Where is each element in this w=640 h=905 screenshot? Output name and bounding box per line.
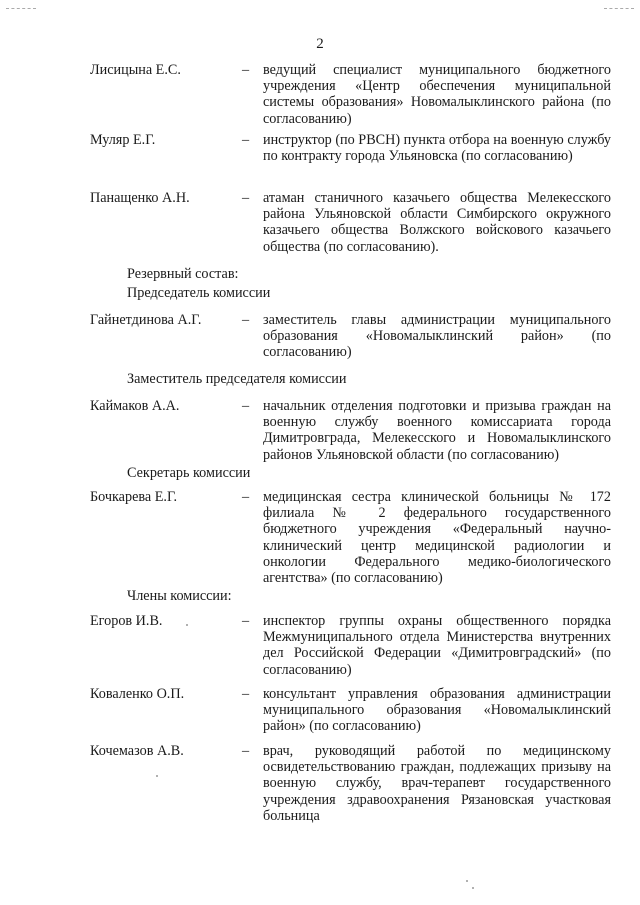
scan-edge-mark	[6, 8, 36, 9]
dash: –	[242, 686, 250, 702]
scan-speck	[186, 624, 188, 626]
member-name: Панащенко А.Н.	[90, 190, 190, 206]
member-position: ведущий специалист муниципального бюджетного учреждения «Центр обеспечения муниципальной системы образования» Новомалыклинского района (по согласованию)	[263, 62, 611, 127]
member-position: атаман станичного казачьего общества Мелекесского района Ульяновской области Симбирского окружного казачьего общества Волжского войскового казачьего общества (по согласованию).	[263, 190, 611, 255]
member-name: Бочкарева Е.Г.	[90, 489, 178, 505]
dash: –	[242, 132, 250, 148]
member-position: начальник отделения подготовки и призыва граждан на военную службу военного комиссариата города Димитровграда, Мелекесского и Новомалыклинского районов Ульяновской области (по согласованию)	[263, 398, 611, 463]
section-heading-members: Члены комиссии:	[127, 588, 232, 604]
dash: –	[242, 489, 250, 505]
member-position: консультант управления образования администрации муниципального образования «Новомалыклинский район» (по согласованию)	[263, 686, 611, 735]
section-heading-deputy: Заместитель председателя комиссии	[127, 371, 347, 387]
member-position: инструктор (по РВСН) пункта отбора на военную службу по контракту города Ульяновска (по согласованию)	[263, 132, 611, 165]
dash: –	[242, 743, 250, 759]
member-position: медицинская сестра клинической больницы № 172 филиала № 2 федерального государственного бюджетного учреждения «Федеральный научно-клинический центр медицинской радиологии и онкологии Федерального медико-биологического агентства» (по согласованию)	[263, 489, 611, 587]
dash: –	[242, 62, 250, 78]
member-name: Муляр Е.Г.	[90, 132, 156, 148]
section-heading-reserve: Резервный состав:	[127, 266, 239, 282]
member-position: врач, руководящий работой по медицинскому освидетельствованию граждан, подлежащих призыву на военную службу, врач-терапевт государственного учреждения здравоохранения Рязановская участковая больница	[263, 743, 611, 824]
dash: –	[242, 312, 250, 328]
member-name: Кочемазов А.В.	[90, 743, 184, 759]
member-name: Каймаков А.А.	[90, 398, 180, 414]
member-name: Егоров И.В.	[90, 613, 163, 629]
member-position: заместитель главы администрации муниципального образования «Новомалыклинский район» (по согласованию)	[263, 312, 611, 361]
scan-speck	[156, 775, 158, 777]
dash: –	[242, 190, 250, 206]
member-name: Лисицына Е.С.	[90, 62, 181, 78]
dash: –	[242, 613, 250, 629]
section-heading-secretary: Секретарь комиссии	[127, 465, 251, 481]
member-name: Гайнетдинова А.Г.	[90, 312, 202, 328]
scan-edge-mark	[604, 8, 634, 9]
member-name: Коваленко О.П.	[90, 686, 185, 702]
section-heading-chairman: Председатель комиссии	[127, 285, 271, 301]
scan-speck	[466, 880, 468, 882]
member-position: инспектор группы охраны общественного порядка Межмуниципального отдела Министерства внутренних дел Российской Федерации «Димитровградский» (по согласованию)	[263, 613, 611, 678]
page-number: 2	[316, 36, 324, 52]
scan-speck	[472, 887, 474, 889]
dash: –	[242, 398, 250, 414]
